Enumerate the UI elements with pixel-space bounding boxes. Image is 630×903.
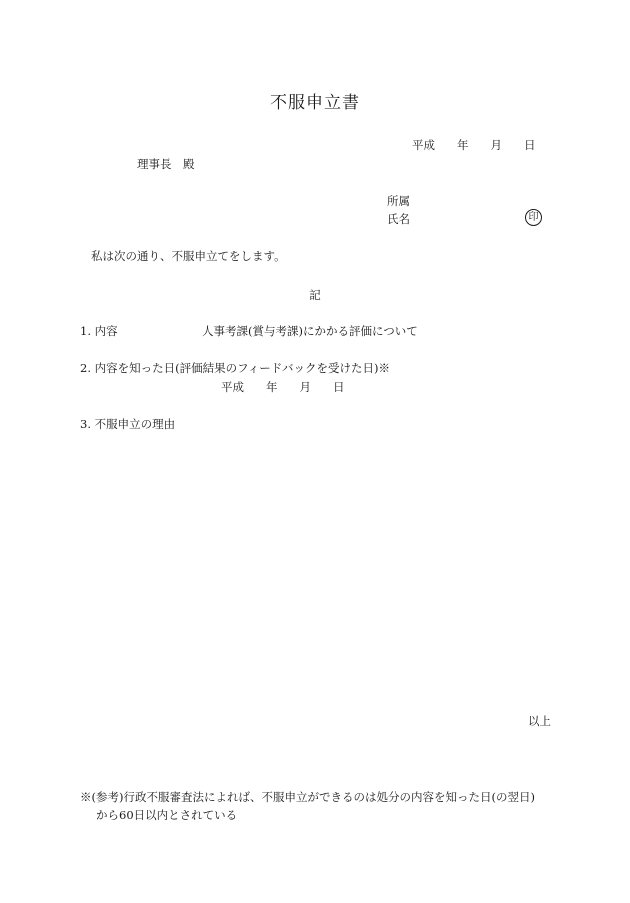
date-era: 平成	[221, 380, 244, 394]
date-era: 平成	[412, 138, 435, 152]
item-1-value: 人事考課(賞与考課)にかかる評価について	[202, 324, 418, 338]
note-line-1: ※(参考)行政不服審査法によれば、不服申立ができるのは処分の内容を知った日(の翌日)	[80, 790, 535, 804]
document-title: 不服申立書	[270, 93, 360, 113]
date-day: 日	[333, 380, 345, 394]
date-month: 月	[490, 138, 502, 152]
seal-mark: 印	[525, 209, 542, 226]
addressee: 理事長 殿	[137, 157, 195, 171]
intro-text: 私は次の通り、不服申立てをします。	[91, 249, 286, 263]
affiliation-label: 所属	[387, 194, 410, 208]
note-line-2: から60日以内とされている	[96, 808, 238, 822]
date-year: 年	[457, 138, 469, 152]
item-2-label: 2. 内容を知った日(評価結果のフィードバックを受けた日)※	[80, 361, 390, 375]
name-label: 氏名	[387, 212, 410, 226]
submission-date	[412, 138, 536, 152]
date-month: 月	[299, 380, 311, 394]
item-2-date	[221, 380, 345, 394]
date-year: 年	[266, 380, 278, 394]
date-day: 日	[524, 138, 536, 152]
item-3-label: 3. 不服申立の理由	[80, 417, 176, 431]
item-1-label: 1. 内容	[80, 324, 118, 338]
ki-heading: 記	[309, 288, 321, 302]
closing-text: 以上	[528, 714, 551, 728]
